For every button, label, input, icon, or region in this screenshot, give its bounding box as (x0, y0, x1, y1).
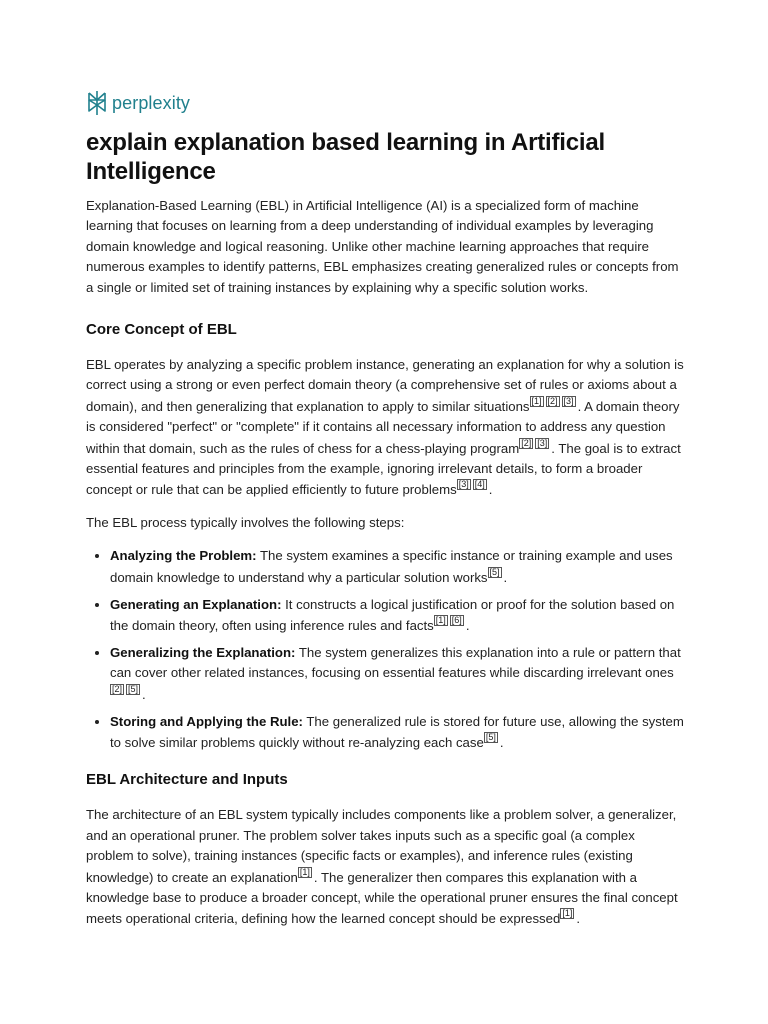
section-heading-core-concept: Core Concept of EBL (86, 321, 237, 339)
architecture-paragraph (86, 805, 686, 929)
brand-logo[interactable] (86, 90, 190, 116)
citation-link[interactable]: [1] (531, 395, 542, 406)
step-label: Analyzing the Problem: (110, 548, 257, 564)
arch-text-3: . (576, 911, 580, 927)
core-text-1: EBL operates by analyzing a specific problem instance, generating an explanation for why a solution is correct using a strong or even perfect domain theory (a comprehensive set of rules or axioms about a domain), and then generalizing that explanation to apply to similar situations (86, 357, 684, 414)
arch-text-2: . The generalizer then compares this explanation with a knowledge base to produce a broader concept, while the operational pruner ensures the final concept meets operational criteria, defining how the learned concept should be expressed (86, 869, 678, 927)
citation-link[interactable]: [2] (547, 395, 558, 406)
citation-link[interactable]: [6] (451, 615, 462, 625)
list-item: • Generalizing the Explanation: The system generalizes this explanation into a rule or pattern that can cover other related instances, focusing on essential features while discarding irrelevant ones[2] [5] . (110, 643, 686, 705)
core-text-4: . (488, 482, 493, 498)
perplexity-logo-icon (86, 90, 108, 116)
process-intro-paragraph: The EBL process typically involves the following steps: (86, 514, 405, 530)
list-item: • Analyzing the Problem: The system examines a specific instance or training example and uses domain knowledge to understand why a particular solution works [5] . (110, 546, 686, 588)
citation-link[interactable]: [3] (537, 437, 548, 448)
step-text: The system examines a specific instance or training example and uses domain knowledge to understand why a particular solution works (110, 548, 673, 585)
citation-link[interactable]: [3] (563, 395, 574, 406)
citation-link[interactable]: [2] (112, 683, 123, 694)
citation-link[interactable]: [5] (128, 683, 139, 694)
citation-link[interactable]: [1] (562, 908, 573, 919)
citation-link[interactable]: [2] (521, 437, 532, 448)
core-text-2: . A domain theory is considered "perfect" or "complete" if it contains all necessary information to address any question within that domain, such as the rules of chess for a chess-playing program (86, 398, 680, 456)
citation-link[interactable]: [1] (435, 615, 446, 625)
intro-paragraph: Explanation-Based Learning (EBL) in Artificial Intelligence (AI) is a specialized form of machine learning that focuses on learning from a deep understanding of individual examples by leveraging domain knowledge and logical reasoning. Unlike other machine learning approaches that require numerous examples to identify patterns, EBL emphasizes creating generalized rules or concepts from a single or limited set of training instances by explaining why a specific solution works. (86, 198, 679, 295)
citation-link[interactable]: [5] (489, 566, 500, 577)
answer-content (86, 128, 686, 930)
arch-text-1: The architecture of an EBL system typically includes components like a problem solver, a generalizer, and an operational pruner. The problem solver takes inputs such as a specific goal (a complex problem to solve), training instances (specific facts or examples), and inference rules (existing knowledge) to create an explanation (86, 807, 677, 885)
step-text: The system generalizes this explanation into a rule or pattern that can cover other related instances, focusing on essential features while discarding irrelevant ones (110, 644, 681, 681)
citation-link[interactable]: [1] (299, 866, 310, 877)
page-title: explain explanation based learning in Artificial Intelligence (86, 129, 605, 185)
step-label: Generalizing the Explanation: (110, 644, 296, 660)
section-heading-architecture: EBL Architecture and Inputs (86, 771, 288, 789)
step-text: It constructs a logical justification or proof for the solution based on the domain theory, often using inference rules and facts (110, 596, 675, 633)
process-steps-list (86, 546, 686, 753)
brand-name: perplexity (112, 92, 191, 113)
step-text: The generalized rule is stored for future use, allowing the system to solve similar problems quickly without re-analyzing each case (110, 713, 684, 751)
step-label: Generating an Explanation: (110, 596, 282, 612)
core-text-3: . The goal is to extract essential features and principles from the example, ignoring irrelevant details, to form a broader concept or rule that can be applied efficiently to future problems (86, 440, 681, 498)
step-label: Storing and Applying the Rule: (110, 713, 303, 729)
citation-link[interactable]: [5] (485, 732, 496, 743)
core-concept-paragraph (86, 355, 686, 501)
list-item: • Storing and Applying the Rule: The generalized rule is stored for future use, allowing the system to solve similar problems quickly without re-analyzing each case [5] . (110, 712, 686, 754)
citation-link[interactable]: [3] (458, 479, 469, 490)
citation-link[interactable]: [4] (474, 479, 485, 490)
list-item: • Generating an Explanation: It constructs a logical justification or proof for the solution based on the domain theory, often using inference rules and facts [1] [6] . (110, 595, 686, 637)
